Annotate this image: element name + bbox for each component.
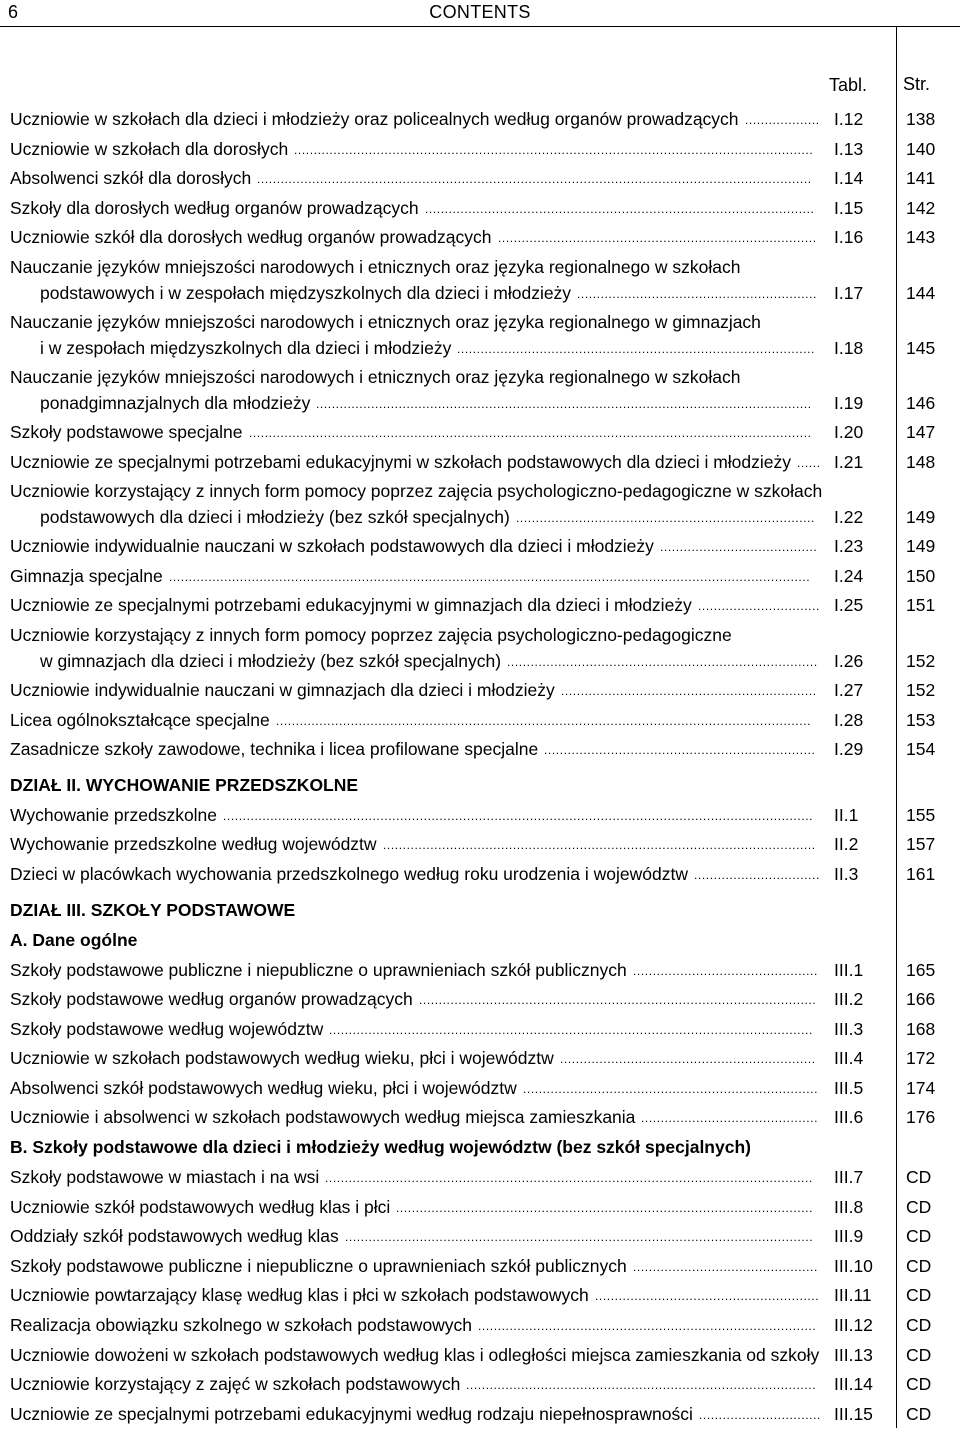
toc-entry — [0, 365, 960, 420]
dot-leader: ................................................................................. — [498, 231, 817, 246]
dot-leader: .............................................................................................................................. — [316, 396, 812, 411]
table-number: III.4 — [834, 1048, 864, 1069]
subsection-heading — [0, 928, 960, 958]
toc-entry — [0, 1254, 960, 1284]
dot-leader: .......................................................................................................... — [396, 1200, 814, 1215]
table-number: III.13 — [834, 1344, 873, 1365]
page-ref: CD — [906, 1226, 932, 1247]
dot-leader: ............................................. — [641, 1111, 819, 1126]
entry-title: podstawowych dla dzieci i młodzieży (bez szkół specjalnych) — [40, 507, 510, 528]
toc-entry — [0, 678, 960, 708]
dot-leader: ......................................................................................... — [466, 1378, 817, 1393]
section-heading — [0, 898, 960, 928]
page-ref: 150 — [906, 565, 936, 586]
toc-entry — [0, 987, 960, 1017]
page-ref: CD — [906, 1255, 932, 1276]
dot-leader: ...................................................................................................................................................... — [223, 808, 814, 823]
page-ref: 154 — [906, 739, 936, 760]
page-ref: 172 — [906, 1048, 936, 1069]
entry-title: Realizacja obowiązku szkolnego w szkołach podstawowych — [10, 1315, 473, 1336]
dot-leader: ........................................................................................................................... — [329, 1022, 813, 1037]
toc-entry — [0, 593, 960, 623]
page-ref: 138 — [906, 109, 936, 129]
page-number: 6 — [8, 2, 19, 22]
table-number: III.1 — [834, 959, 864, 980]
page-ref: 155 — [906, 804, 936, 825]
entry-title: Uczniowie powtarzający klasę według klas i płci w szkołach podstawowych — [10, 1285, 589, 1306]
entry-title: Szkoły podstawowe publiczne i niepubliczne o uprawnieniach szkół publicznych — [10, 959, 627, 980]
page-ref: 166 — [906, 989, 936, 1010]
dot-leader: ............................... — [699, 1407, 821, 1422]
table-number: III.14 — [834, 1374, 873, 1395]
dot-leader: ........................................................................... — [523, 1081, 819, 1096]
page-ref: 149 — [906, 507, 936, 528]
page-ref: CD — [906, 1167, 932, 1188]
toc-entry — [0, 107, 960, 137]
page-ref: CD — [906, 1285, 932, 1306]
page-ref: 157 — [906, 834, 936, 855]
table-number: II.1 — [834, 804, 859, 825]
page-ref: 142 — [906, 197, 936, 218]
entry-title: Uczniowie indywidualnie nauczani w szkołach podstawowych dla dzieci i młodzieży — [10, 536, 654, 557]
toc-entry — [0, 196, 960, 226]
toc-entry — [0, 623, 960, 678]
page-ref: 149 — [906, 536, 936, 557]
dot-leader: ............................................................................................................................................. — [257, 172, 812, 187]
heading-text: B. Szkoły podstawowe dla dzieci i młodzieży według województw (bez szkół specjalnych) — [10, 1137, 751, 1158]
dot-leader: ............................................... — [633, 1259, 818, 1274]
table-number: III.11 — [834, 1285, 872, 1306]
entry-title: Szkoły dla dorosłych według organów prowadzących — [10, 197, 419, 218]
dot-leader: ....................................................................................................................... — [345, 1230, 814, 1245]
entry-title: Gimnazja specjalne — [10, 565, 163, 586]
toc-entry — [0, 1372, 960, 1402]
table-number: I.26 — [834, 650, 864, 671]
table-number: I.18 — [834, 337, 864, 358]
heading-text: DZIAŁ III. SZKOŁY PODSTAWOWE — [10, 899, 296, 920]
entry-title: Absolwenci szkół podstawowych według wieku, płci i województw — [10, 1077, 517, 1098]
toc-entry — [0, 737, 960, 767]
table-number: I.28 — [834, 709, 864, 730]
dot-leader: ............................................................................... — [507, 654, 818, 669]
entry-title: Szkoły podstawowe specjalne — [10, 421, 243, 442]
section-heading — [0, 773, 960, 803]
entry-title: podstawowych i w zespołach międzyszkolnych dla dzieci i młodzieży — [40, 282, 572, 303]
toc-entry — [0, 1224, 960, 1254]
page-ref: 151 — [906, 595, 936, 616]
entry-title: Uczniowie szkół podstawowych według klas i płci — [10, 1196, 391, 1217]
page-ref: 153 — [906, 709, 936, 730]
toc-entry — [0, 310, 960, 365]
page-ref: 165 — [906, 959, 936, 980]
entry-title: Wychowanie przedszkolne — [10, 804, 218, 825]
toc-entry — [0, 450, 960, 480]
table-number: II.2 — [834, 834, 859, 855]
table-number: I.29 — [834, 739, 864, 760]
table-number: III.2 — [834, 989, 864, 1010]
table-of-contents — [0, 107, 960, 1431]
toc-entry — [0, 479, 960, 534]
table-number: I.13 — [834, 138, 864, 159]
entry-title: Nauczanie języków mniejszości narodowych i etnicznych oraz języka regionalnego w gimnazjach — [10, 311, 761, 332]
toc-entry — [0, 958, 960, 988]
entry-title: Uczniowie w szkołach dla dorosłych — [10, 138, 289, 159]
entry-title: Szkoły podstawowe publiczne i niepubliczne o uprawnieniach szkół publicznych — [10, 1255, 627, 1276]
entry-title: Wychowanie przedszkolne według województw — [10, 834, 377, 855]
table-number: III.3 — [834, 1018, 864, 1039]
entry-title: Szkoły podstawowe w miastach i na wsi — [10, 1167, 320, 1188]
table-number: III.10 — [834, 1255, 873, 1276]
table-number: III.6 — [834, 1107, 864, 1128]
entry-title: Uczniowie korzystający z zajęć w szkołach podstawowych — [10, 1374, 461, 1395]
page-ref: 140 — [906, 138, 936, 159]
toc-entry — [0, 137, 960, 167]
toc-entry — [0, 832, 960, 862]
toc-entry — [0, 225, 960, 255]
table-number: III.5 — [834, 1077, 864, 1098]
entry-title: Uczniowie indywidualnie nauczani w gimnazjach dla dzieci i młodzieży — [10, 679, 555, 700]
page-ref: CD — [906, 1196, 932, 1217]
subsection-heading — [0, 1135, 960, 1165]
dot-leader: ................................................................. — [561, 683, 817, 698]
entry-title: Uczniowie szkół dla dorosłych według organów prowadzących — [10, 227, 492, 248]
table-number: II.3 — [834, 863, 859, 884]
column-header-str: Str. — [903, 74, 931, 94]
entry-title: Uczniowie ze specjalnymi potrzebami edukacyjnymi w szkołach podstawowych dla dzieci i młodzieży — [10, 451, 792, 472]
entry-title: Szkoły podstawowe według województw — [10, 1018, 324, 1039]
dot-leader: ..................................................................... — [544, 743, 816, 758]
dot-leader: ............................................................................................................................ — [325, 1171, 813, 1186]
page-ref: 143 — [906, 227, 936, 248]
table-number: III.8 — [834, 1196, 864, 1217]
page-ref: CD — [906, 1344, 932, 1365]
page-ref: 144 — [906, 282, 936, 303]
table-number: I.22 — [834, 507, 864, 528]
toc-entry — [0, 862, 960, 892]
dot-leader: ................... — [745, 113, 820, 127]
entry-title: Oddziały szkół podstawowych według klas — [10, 1226, 339, 1247]
table-number: I.16 — [834, 227, 864, 248]
toc-entry — [0, 255, 960, 310]
page-ref: CD — [906, 1315, 932, 1336]
dot-leader: ................................ — [694, 867, 820, 882]
entry-title: Uczniowie i absolwenci w szkołach podstawowych według miejsca zamieszkania — [10, 1107, 636, 1128]
table-number: I.17 — [834, 282, 864, 303]
table-number: I.25 — [834, 595, 864, 616]
dot-leader: ............................................... — [633, 963, 818, 978]
page-ref: CD — [906, 1403, 932, 1424]
toc-entry — [0, 420, 960, 450]
entry-title: Uczniowie w szkołach podstawowych według wieku, płci i województw — [10, 1048, 554, 1069]
dot-leader: ............................................................................................................................................... — [249, 425, 812, 440]
page-ref: 141 — [906, 168, 936, 189]
table-number: I.21 — [834, 451, 864, 472]
dot-leader: ...... — [797, 455, 821, 470]
page-ref: 176 — [906, 1107, 936, 1128]
entry-title: Uczniowie ze specjalnymi potrzebami edukacyjnymi w gimnazjach dla dzieci i młodzieży — [10, 595, 692, 616]
dot-leader: ...................................................................................... — [478, 1319, 817, 1334]
page-header — [0, 0, 960, 27]
toc-entry — [0, 708, 960, 738]
dot-leader: ................................................................................................................................................................... — [169, 569, 811, 584]
page-ref: CD — [906, 1374, 932, 1395]
page-ref: 148 — [906, 451, 936, 472]
entry-title: i w zespołach międzyszkolnych dla dzieci i młodzieży — [40, 337, 452, 358]
toc-entry — [0, 1402, 960, 1431]
table-number: I.20 — [834, 421, 864, 442]
toc-entry — [0, 564, 960, 594]
heading-text: DZIAŁ II. WYCHOWANIE PRZEDSZKOLNE — [10, 774, 359, 795]
dot-leader: ................................................................. — [560, 1052, 816, 1067]
table-number: I.27 — [834, 679, 864, 700]
page-ref: 152 — [906, 679, 936, 700]
page-title: CONTENTS — [429, 2, 531, 22]
dot-leader: ............................... — [698, 599, 820, 614]
entry-title: Absolwenci szkół dla dorosłych — [10, 168, 252, 189]
toc-entry — [0, 1313, 960, 1343]
page-ref: 152 — [906, 650, 936, 671]
toc-entry — [0, 1283, 960, 1313]
table-number: III.9 — [834, 1226, 864, 1247]
dot-leader: ........................................................................................... — [457, 341, 815, 356]
entry-title: w gimnazjach dla dzieci i młodzieży (bez szkół specjalnych) — [40, 650, 502, 671]
entry-title: Uczniowie ze specjalnymi potrzebami edukacyjnymi według rodzaju niepełnosprawności — [10, 1403, 693, 1424]
entry-title: Szkoły podstawowe według organów prowadzących — [10, 989, 413, 1010]
entry-title: Nauczanie języków mniejszości narodowych i etnicznych oraz języka regionalnego w szkołach — [10, 256, 741, 277]
toc-entry — [0, 1076, 960, 1106]
page-ref: 161 — [906, 863, 936, 884]
table-number: III.12 — [834, 1315, 873, 1336]
dot-leader: ............................................................. — [577, 286, 817, 301]
table-number: III.7 — [834, 1167, 864, 1188]
dot-leader: ........................................ — [660, 540, 818, 555]
page-ref: 146 — [906, 392, 936, 413]
table-number: I.24 — [834, 565, 864, 586]
entry-title: Uczniowie dowożeni w szkołach podstawowych według klas i odległości miejsca zamieszkania od szkoły — [10, 1344, 820, 1365]
dot-leader: ......................................................... — [595, 1289, 820, 1304]
toc-entry — [0, 1343, 960, 1373]
table-number: I.15 — [834, 197, 864, 218]
toc-entry — [0, 534, 960, 564]
table-number: I.19 — [834, 392, 864, 413]
toc-entry — [0, 1105, 960, 1135]
page-ref: 145 — [906, 337, 936, 358]
dot-leader: ................................................................................................... — [425, 201, 815, 216]
entry-title: ponadgimnazjalnych dla młodzieży — [40, 392, 311, 413]
table-number: III.15 — [834, 1403, 873, 1424]
dot-leader: .............................................................................................................. — [383, 838, 816, 853]
table-number: I.23 — [834, 536, 864, 557]
page-ref: 147 — [906, 421, 936, 442]
toc-entry — [0, 803, 960, 833]
table-number: I.12 — [834, 109, 864, 129]
entry-title: Dzieci w placówkach wychowania przedszkolnego według roku urodzenia i województw — [10, 863, 688, 884]
toc-entry — [0, 1046, 960, 1076]
dot-leader: ........................................................................................................................................ — [276, 713, 812, 728]
entry-title: Uczniowie korzystający z innych form pomocy poprzez zajęcia psychologiczno-pedagogiczne — [10, 624, 732, 645]
toc-entry — [0, 1165, 960, 1195]
page-ref: 174 — [906, 1077, 936, 1098]
entry-title: Uczniowie w szkołach dla dzieci i młodzieży oraz policealnych według organów prowadzących — [10, 109, 739, 129]
toc-entry — [0, 1195, 960, 1225]
heading-text: A. Dane ogólne — [10, 929, 138, 950]
column-header-tabl: Tabl. — [829, 75, 868, 95]
entry-title: Zasadnicze szkoły zawodowe, technika i licea profilowane specjalne — [10, 739, 539, 760]
dot-leader: ..................................................................................................... — [419, 993, 817, 1008]
toc-entry — [0, 166, 960, 196]
entry-title: Licea ogólnokształcące specjalne — [10, 709, 270, 730]
table-number: I.14 — [834, 168, 864, 189]
page-ref: 168 — [906, 1018, 936, 1039]
dot-leader: ............................................................................ — [516, 511, 815, 526]
entry-title: Nauczanie języków mniejszości narodowych i etnicznych oraz języka regionalnego w szkołach — [10, 366, 741, 387]
entry-title: Uczniowie korzystający z innych form pomocy poprzez zajęcia psychologiczno-pedagogiczne w szkołach — [10, 481, 823, 502]
dot-leader: .................................................................................................................................... — [294, 142, 814, 157]
toc-entry — [0, 1017, 960, 1047]
